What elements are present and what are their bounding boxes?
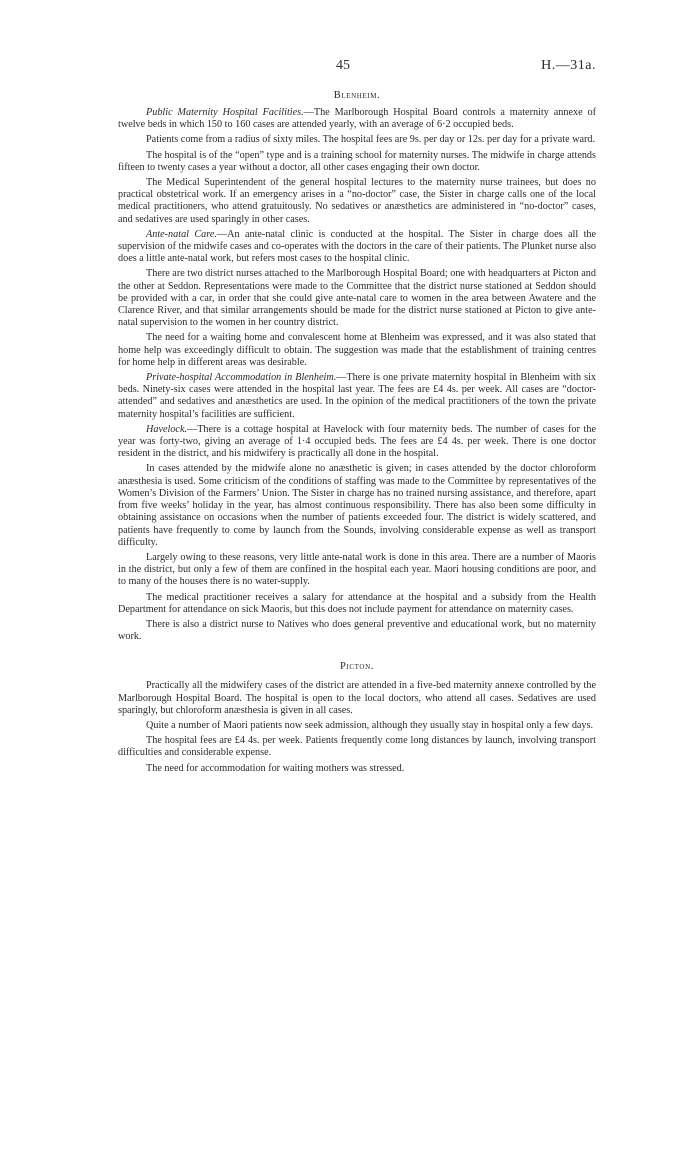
paragraph-heading: Ante-natal Care. <box>146 228 217 240</box>
paragraph-text: In cases attended by the midwife alone no anæsthetic is given; in cases attended by the doctor chloroform anæsthesia is used. Some criticism of the conditions of staffing was made to the Committee by representatives of the Women’s Division of the Farmers’ Union. The Sister in charge has no trained nursing assistance, and therefore, apart from five weeks’ holiday in the year, has almost continuous responsibility. There has also been some difficulty in obtaining assistance on occasions when the number of patients exceeded four. The district is widely scattered, and patients have frequently to come by launch from the Sounds, involving considerable expense as well as transport difficulty. <box>118 463 596 548</box>
paragraph-text: Patients come from a radius of sixty miles. The hospital fees are 9s. per day or 12s. per day for a private ward. <box>146 134 596 146</box>
paragraph <box>118 107 596 131</box>
section-title: Picton. <box>340 661 374 673</box>
paragraph <box>118 268 596 329</box>
page-header <box>118 58 596 80</box>
section-blenheim <box>118 90 596 643</box>
paragraph-text: There is also a district nurse to Natives who does general preventive and educational work, but no maternity work. <box>118 618 596 643</box>
paragraph <box>118 735 596 759</box>
paragraph <box>118 372 596 421</box>
paragraph <box>118 552 596 589</box>
paragraph-text: There are two district nurses attached to the Marlborough Hospital Board; one with headquarters at Picton and the other at Seddon. Representations were made to the Committee that the district nurse stationed at Seddon should be provided with a car, in order that she could give ante-natal care to women in the area between Awatere and the Clarence River, and that similar arrangements should be made for the district nurse stationed at Picton to give ante-natal supervision to the women in her country district. <box>118 268 596 329</box>
paragraph <box>118 463 596 548</box>
paragraph <box>118 424 596 461</box>
paragraph <box>118 150 596 174</box>
paragraph-text: Quite a number of Maori patients now seek admission, although they usually stay in hospital only a few days. <box>146 719 594 731</box>
paragraph-heading: Havelock. <box>146 423 188 435</box>
paragraph-text: The medical practitioner receives a salary for attendance at the hospital and a subsidy from the Health Department for attendance on sick Maoris, but this does not include payment for attendance on maternity cases. <box>118 591 596 615</box>
section-body <box>118 107 596 643</box>
paragraph <box>118 592 596 616</box>
paragraph-text: Largely owing to these reasons, very little ante-natal work is done in this area. There are a number of Maoris in the district, but only a few of them are confined in the hospital each year. Maori housing conditions are poor, and to many of the houses there is no water-supply. <box>118 551 596 588</box>
paragraph-text: —An ante-natal clinic is conducted at the hospital. The Sister in charge does all the supervision of the midwife cases and co-operates with the doctors in the care of their patients. The Plunket nurse also does a little ante-natal work, but refers most cases to the hospital clinic. <box>118 228 597 265</box>
paragraph <box>118 332 596 369</box>
section-body <box>118 680 596 774</box>
paragraph-heading: Public Maternity Hospital Facilities. <box>146 107 304 118</box>
paragraph <box>118 134 596 146</box>
paragraph-text: The need for a waiting home and convalescent home at Blenheim was expressed, and it was also stated that home help was exceedingly difficult to obtain. The suggestion was made that the establishment of training centres for home help in different areas was desirable. <box>118 332 596 368</box>
paragraph-text: The hospital is of the “open” type and is a training school for maternity nurses. The midwife in charge attends fifteen to twenty cases a year without a doctor, all other cases engaging their own doctor. <box>118 149 596 173</box>
paragraph-text: —There is a cottage hospital at Havelock with four maternity beds. The number of cases for the year was forty-two, giving an average of 1·4 occupied beds. The fees are £4 4s. per week. There is one doctor resident in the district, and his midwifery is practically all done in the hospital. <box>118 423 596 460</box>
paragraph <box>118 177 596 226</box>
paragraph <box>118 619 596 643</box>
paragraph-text: —The Marlborough Hospital Board controls a maternity annexe of twelve beds in which 150 to 160 cases are attended yearly, with an average of 6·2 occupied beds. <box>118 107 596 131</box>
paragraph-text: Practically all the midwifery cases of the district are attended in a five-bed maternity annexe controlled by the Marlborough Hospital Board. The hospital is open to the local doctors, who attend all cases. Sedatives are used sparingly, but chloroform anæsthesia is given in all cases. <box>118 680 596 716</box>
paragraph-text: The Medical Superintendent of the general hospital lectures to the maternity nurse trainees, but does no practical obstetrical work. If an emergency arises in a “no-doctor” case, the Sister in charge calls one of the local medical practitioners, who attend gratuitously. No sedatives or anæsthetics are administered in “no-doctor” cases, and sedatives are used sparingly in other cases. <box>118 177 596 225</box>
paragraph-heading: Private-hospital Accommodation in Blenheim. <box>146 372 337 384</box>
paragraph <box>118 229 596 266</box>
document-page <box>118 58 596 778</box>
paragraph-text: The hospital fees are £4 4s. per week. Patients frequently come long distances by launch, involving transport difficulties and considerable expense. <box>118 735 596 759</box>
page-number: 45 <box>336 58 350 73</box>
paragraph-text: —There is one private maternity hospital in Blenheim with six beds. Ninety-six cases were attended in the hospital last year. The fees are £4 4s. per week. All cases are “doctor-attended” and sedatives and anæsthetics are used. In the opinion of the medical practitioners of the town the private maternity hospital’s facilities are sufficient. <box>118 372 597 420</box>
document-reference: H.—31a. <box>541 58 596 73</box>
paragraph <box>118 680 596 717</box>
section-title: Blenheim. <box>333 90 381 101</box>
paragraph <box>118 720 596 732</box>
section-picton <box>118 661 596 774</box>
paragraph <box>118 763 596 775</box>
paragraph-text: The need for accommodation for waiting mothers was stressed. <box>146 762 405 774</box>
